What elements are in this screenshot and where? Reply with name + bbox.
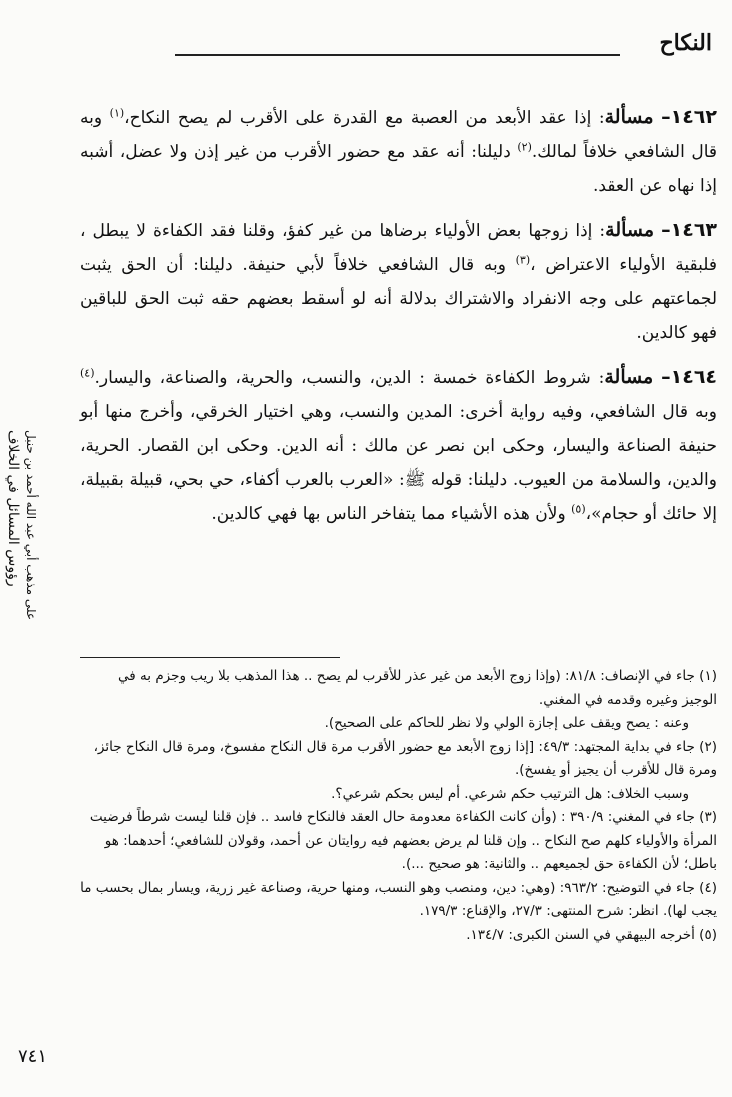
footnotes: [80, 665, 717, 947]
issue-text: : إذا زوجها بعض الأولياء برضاها من غير كفؤ، وقلنا فقد الكفاءة لا يبطل ، فلبقية الأولياء الاعتراض ،: [80, 221, 717, 275]
issue-text: دليلنا: أنه عقد مع حضور الأقرب من غير إذن ولا عضل، أشبه إذا نهاه عن العقد.: [80, 142, 717, 196]
footnote-subtext: وعنه : يصح ويقف على إجازة الولي ولا نظر للحاكم على الصحيح).: [324, 715, 689, 731]
issue-label: مسألة: [604, 106, 654, 128]
issue-number: ١٤٦٣–: [661, 219, 718, 241]
main-text: [80, 100, 717, 541]
running-header: [175, 30, 712, 70]
footnote-3: [80, 806, 717, 877]
issue-text: وبه قال الشافعي خلافاً لمالك.: [80, 108, 717, 162]
footnote-subtext: وسبب الخلاف: هل الترتيب حكم شرعي. أم ليس بحكم شرعي؟.: [331, 785, 689, 802]
footnote-text: أخرجه البيهقي في السنن الكبرى: ١٣٤/٧.: [466, 926, 695, 943]
page-number: ٧٤١: [18, 1046, 48, 1067]
chapter-title: النكاح: [659, 30, 712, 56]
footnote-separator: [80, 657, 340, 658]
issue-1462: [80, 100, 717, 203]
footnote-mark: (٢): [699, 738, 717, 755]
footnote-ref: (٤): [80, 366, 95, 380]
issue-text: وبه قال الشافعي خلافاً لأبي حنيفة. دليلنا: أن الحق يثبت لجماعتهم على وجه الانفراد والاشتراك بدلالة أنه لو أسقط بعضهم حقه ثبت الحق للباقين فهو كالدين.: [80, 255, 717, 343]
footnote-text: جاء في التوضيح: ٩٦٣/٢: (وهي: دين، ومنصب وهو النسب، ومنها حرية، وصناعة غير زرية، ويسار بمال بحسب ما يجب لها). انظر: شرح المنتهى: ٢٧/٣، والإقناع: ١٧٩/٣.: [80, 879, 717, 919]
footnote-text: جاء في الإنصاف: ٨١/٨: (وإذا زوج الأبعد من غير عذر للأقرب لم يصح .. هذا المذهب بلا ريب وجزم به في الوجيز وغيره وقدمه في المغني.: [118, 668, 717, 708]
issue-text: ولأن هذه الأشياء مما يتفاخر الناس بها فهي كالدين.: [211, 504, 572, 524]
footnote-4: [80, 877, 717, 924]
footnote-2: [80, 736, 717, 807]
footnote-text: جاء في المغني: ٣٩٠/٩ : (وأن كانت الكفاءة معدومة حال العقد فالنكاح فاسد .. فإن قلنا ليست شرطاً فرضيت المرأة والأولياء كلهم صح النكاح .. وإن قلنا لم يرض بعضهم فيه روايتان عن أحمد، وقولان للشافعي؛ أحدهما: هو باطل؛ لأن الكفاءة حق لجميعهم .. والثانية: هو صحيح ...).: [89, 809, 717, 872]
issue-number: ١٤٦٤–: [661, 366, 718, 388]
header-rule: [175, 54, 620, 56]
issue-text: : شروط الكفاءة خمسة : الدين، والنسب، والحرية، والصناعة، واليسار.: [94, 368, 605, 388]
footnote-ref: (٥): [571, 502, 586, 516]
footnote-mark: (٤): [699, 879, 717, 896]
issue-label: مسألة: [605, 219, 655, 241]
footnote-ref: (١): [109, 106, 125, 120]
issue-1464: [80, 360, 717, 531]
issue-1463: [80, 213, 717, 350]
footnote-1: [80, 665, 717, 736]
side-book-title: [4, 430, 40, 730]
footnote-mark: (١): [699, 668, 717, 684]
footnote-mark: (٥): [699, 926, 717, 943]
footnote-text: جاء في بداية المجتهد: ٤٩/٣: [إذا زوج الأبعد مع حضور الأقرب مرة قال النكاح مفسوخ، ومرة قال النكاح جائز، ومرة قال للأقرب أن يجيز أو يفسخ).: [93, 738, 717, 778]
side-title-line: رؤوس المسائل في الخلاف: [5, 430, 21, 587]
issue-text: : إذا عقد الأبعد من العصبة مع القدرة على الأقرب لم يصح النكاح،: [124, 108, 605, 128]
footnote-ref: (٢): [517, 140, 532, 154]
footnote-ref: (٣): [515, 253, 531, 267]
issue-label: مسألة: [604, 366, 654, 388]
footnote-5: [80, 924, 717, 948]
issue-text: وبه قال الشافعي، وفيه رواية أخرى: المدين والنسب، وهي اختيار الخرقي، وأخرج منها أبو حنيفة الصناعة واليسار، وحكى ابن نصر عن مالك : أنه الدين. وحكى ابن القصار. الحرية، والدين، والسلامة من العيوب. دليلنا: قوله ﷺ: «العرب بالعرب أكفاء، حي بحي، قبيلة بقبيلة، إلا حائك أو حجام»،: [80, 402, 717, 524]
footnote-mark: (٣): [699, 809, 717, 825]
side-subtitle-line: على مذهب أبي عبد الله أحمد بن حنبل: [24, 430, 38, 621]
issue-number: ١٤٦٢–: [661, 106, 717, 128]
